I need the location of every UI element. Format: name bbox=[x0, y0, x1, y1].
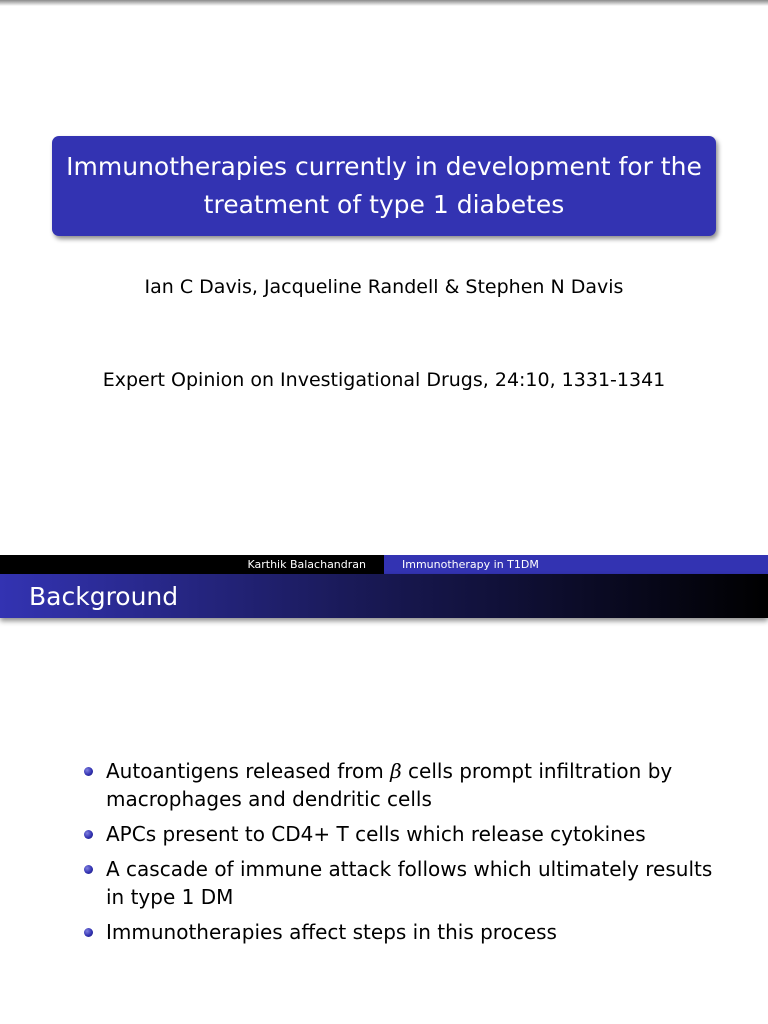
bullet-item bbox=[84, 820, 724, 848]
slide-footer bbox=[0, 555, 768, 574]
footer-title-box bbox=[384, 555, 768, 574]
title-line-2: treatment of type 1 diabetes bbox=[203, 190, 565, 219]
top-edge-shadow bbox=[0, 0, 768, 6]
title-block bbox=[52, 136, 716, 236]
bullet-3-text-a: A cascade of immune attack follows which ultimately results bbox=[106, 857, 713, 881]
footer-presenter-box bbox=[0, 555, 384, 574]
bullet-1-text-a: Autoantigens released from bbox=[106, 759, 391, 783]
title-line-1: Immunotherapies currently in development for the bbox=[66, 152, 702, 181]
bullet-item bbox=[84, 757, 724, 813]
bullet-item bbox=[84, 918, 724, 946]
bullet-item bbox=[84, 855, 724, 911]
journal-citation: Expert Opinion on Investigational Drugs, 24:10, 1331-1341 bbox=[102, 369, 666, 391]
frame-title: Background bbox=[29, 581, 179, 611]
bullet-1-text-c: macrophages and dendritic cells bbox=[106, 787, 432, 811]
bullet-icon bbox=[84, 928, 93, 937]
bullet-3-text-b: in type 1 DM bbox=[106, 885, 234, 909]
bullet-icon bbox=[84, 865, 93, 874]
authors: Ian C Davis, Jacqueline Randell & Stephen N Davis bbox=[144, 276, 624, 298]
footer-presenter: Karthik Balachandran bbox=[247, 558, 366, 571]
bullet-4-text: Immunotherapies affect steps in this process bbox=[106, 920, 557, 944]
beta-symbol: β bbox=[390, 759, 402, 783]
bullet-icon bbox=[84, 767, 93, 776]
frame-title-bar bbox=[0, 574, 768, 618]
footer-short-title: Immunotherapy in T1DM bbox=[402, 558, 539, 571]
bullet-icon bbox=[84, 830, 93, 839]
bullet-1-text-b: cells prompt infiltration by bbox=[401, 759, 673, 783]
bullet-list bbox=[84, 757, 724, 953]
bullet-2-text: APCs present to CD4+ T cells which release cytokines bbox=[106, 822, 646, 846]
